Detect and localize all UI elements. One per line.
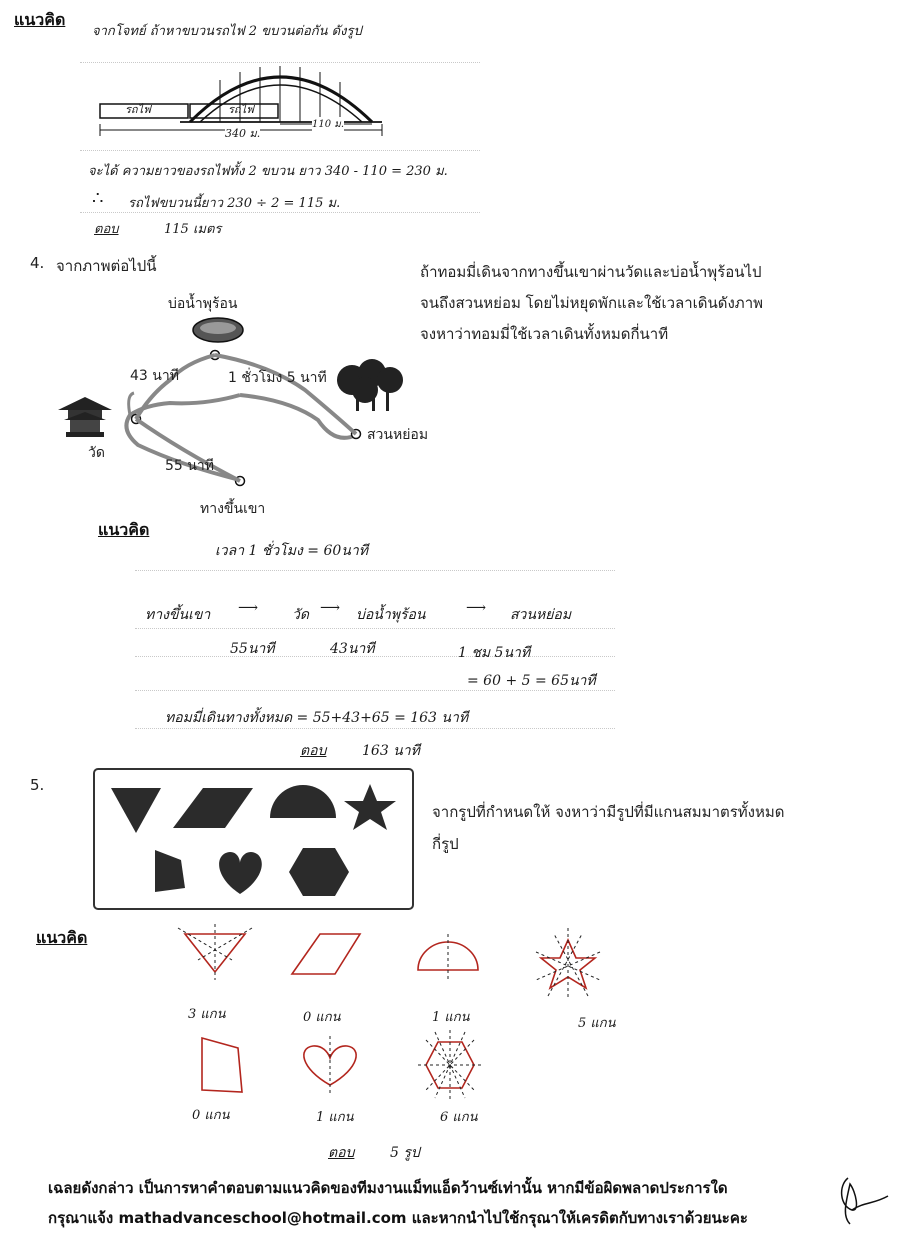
route-stop-3: บ่อน้ำพุร้อน xyxy=(356,607,426,623)
dim-bridge: 110 ม. xyxy=(312,119,345,130)
route-stop-1: ทางขึ้นเขา xyxy=(145,607,211,623)
mountain-path-map xyxy=(50,285,430,500)
section3-line2: รถไฟขบวนนี้ยาว 230 ÷ 2 = 115 ม. xyxy=(128,196,341,211)
route-arrow-3: ⟶ xyxy=(466,600,487,616)
problem5-heading: แนวคิด xyxy=(36,928,88,947)
section3-line1: จะได้ ความยาวของรถไฟทั้ง 2 ขบวน ยาว 340 - 110 = 230 ม. xyxy=(88,164,448,179)
solution4-answer-label: ตอบ xyxy=(300,743,327,759)
axes-label-hexagon: 6 แกน xyxy=(440,1110,478,1125)
problem4-title: จากภาพต่อไปนี้ xyxy=(56,257,157,275)
signature-mark xyxy=(830,1172,892,1230)
problem4-question-line1: ถ้าทอมมี่เดินจากทางขึ้นเขาผ่านวัดและบ่อน้ำพุร้อนไป xyxy=(420,263,762,281)
axes-label-triangle: 3 แกน xyxy=(188,1007,226,1022)
problem4-solution-heading: แนวคิด xyxy=(98,520,150,539)
map-label-garden: สวนหย่อม xyxy=(367,427,429,443)
footer-line2: กรุณาแจ้ง mathadvanceschool@hotmail.com และหากนำไปใช้กรุณาให้เครดิตกับทางเราด้วยนะคะ xyxy=(48,1209,748,1227)
route-arrow-1: ⟶ xyxy=(238,600,259,616)
map-label-time-trail-temple: 55 นาที xyxy=(165,458,214,474)
problem4-number: 4. xyxy=(30,254,45,272)
section3-answer-label: ตอบ xyxy=(94,222,119,237)
shapes-box xyxy=(93,768,415,912)
train-label-1: รถไฟ xyxy=(125,103,151,116)
map-label-time-temple-spring: 43 นาที xyxy=(130,368,179,384)
map-label-hot-spring: บ่อน้ำพุร้อน xyxy=(168,296,238,312)
problem5-answer-value: 5 รูป xyxy=(390,1145,420,1161)
hot-spring-icon xyxy=(193,318,243,342)
axes-label-semicircle: 1 แกน xyxy=(432,1010,470,1025)
solution4-total: ทอมมี่เดินทางทั้งหมด = 55+43+65 = 163 นาที xyxy=(165,710,469,726)
dim-total: 340 ม. xyxy=(225,124,260,142)
section3-heading: แนวคิด xyxy=(14,10,66,29)
problem5-question-line1: จากรูปที่กำหนดให้ จงหาว่ามีรูปที่มีแกนสมมาตรทั้งหมด xyxy=(432,803,785,821)
route-stop-4: สวนหย่อม xyxy=(510,607,572,623)
problem5-answer-label: ตอบ xyxy=(328,1145,355,1161)
problem4-question-line2: จนถึงสวนหย่อม โดยไม่หยุดพักและใช้เวลาเดินดังภาพ xyxy=(420,294,764,312)
axes-label-star: 5 แกน xyxy=(578,1016,616,1031)
problem4-question-line3: จงหาว่าทอมมี่ใช้เวลาเดินทั้งหมดกี่นาที xyxy=(420,325,669,343)
therefore-symbol: ∴ xyxy=(92,188,104,209)
solution4-answer-value: 163 นาที xyxy=(362,743,420,759)
route-stop-2: วัด xyxy=(292,607,309,623)
axes-label-parallelogram: 0 แกน xyxy=(303,1010,341,1025)
time-43: 43นาที xyxy=(330,641,375,657)
footer-line1: เฉลยดังกล่าว เป็นการหาคำตอบตามแนวคิดของทีมงานแม็ทแอ็ดว้านซ์เท่านั้น หากมีข้อผิดพลาดประการใด xyxy=(48,1179,728,1197)
section3-answer-value: 115 เมตร xyxy=(164,222,222,237)
problem5-question-line2: กี่รูป xyxy=(432,835,459,853)
problem5-number: 5. xyxy=(30,776,45,794)
solution4-line1: เวลา 1 ชั่วโมง = 60นาที xyxy=(215,543,368,559)
map-label-time-spring-garden: 1 ชั่วโมง 5 นาที xyxy=(228,370,327,386)
axes-label-quadrilateral: 0 แกน xyxy=(192,1108,230,1123)
time-1h5: 1 ชม 5นาที xyxy=(458,645,531,661)
time-65: = 60 + 5 = 65นาที xyxy=(467,673,596,689)
garden-trees-icon xyxy=(337,359,403,411)
temple-icon xyxy=(58,397,112,437)
train-label-2: รถไฟ xyxy=(228,103,254,116)
time-55: 55นาที xyxy=(230,641,275,657)
map-label-temple: วัด xyxy=(88,445,105,461)
axes-label-heart: 1 แกน xyxy=(316,1110,354,1125)
symmetry-drawings xyxy=(170,920,640,1110)
map-label-trailhead: ทางขึ้นเขา xyxy=(200,501,266,517)
section3-intro: จากโจทย์ ถ้าหาขบวนรถไฟ 2 ขบวนต่อกัน ดังรูป xyxy=(92,24,362,39)
route-arrow-2: ⟶ xyxy=(320,600,341,616)
